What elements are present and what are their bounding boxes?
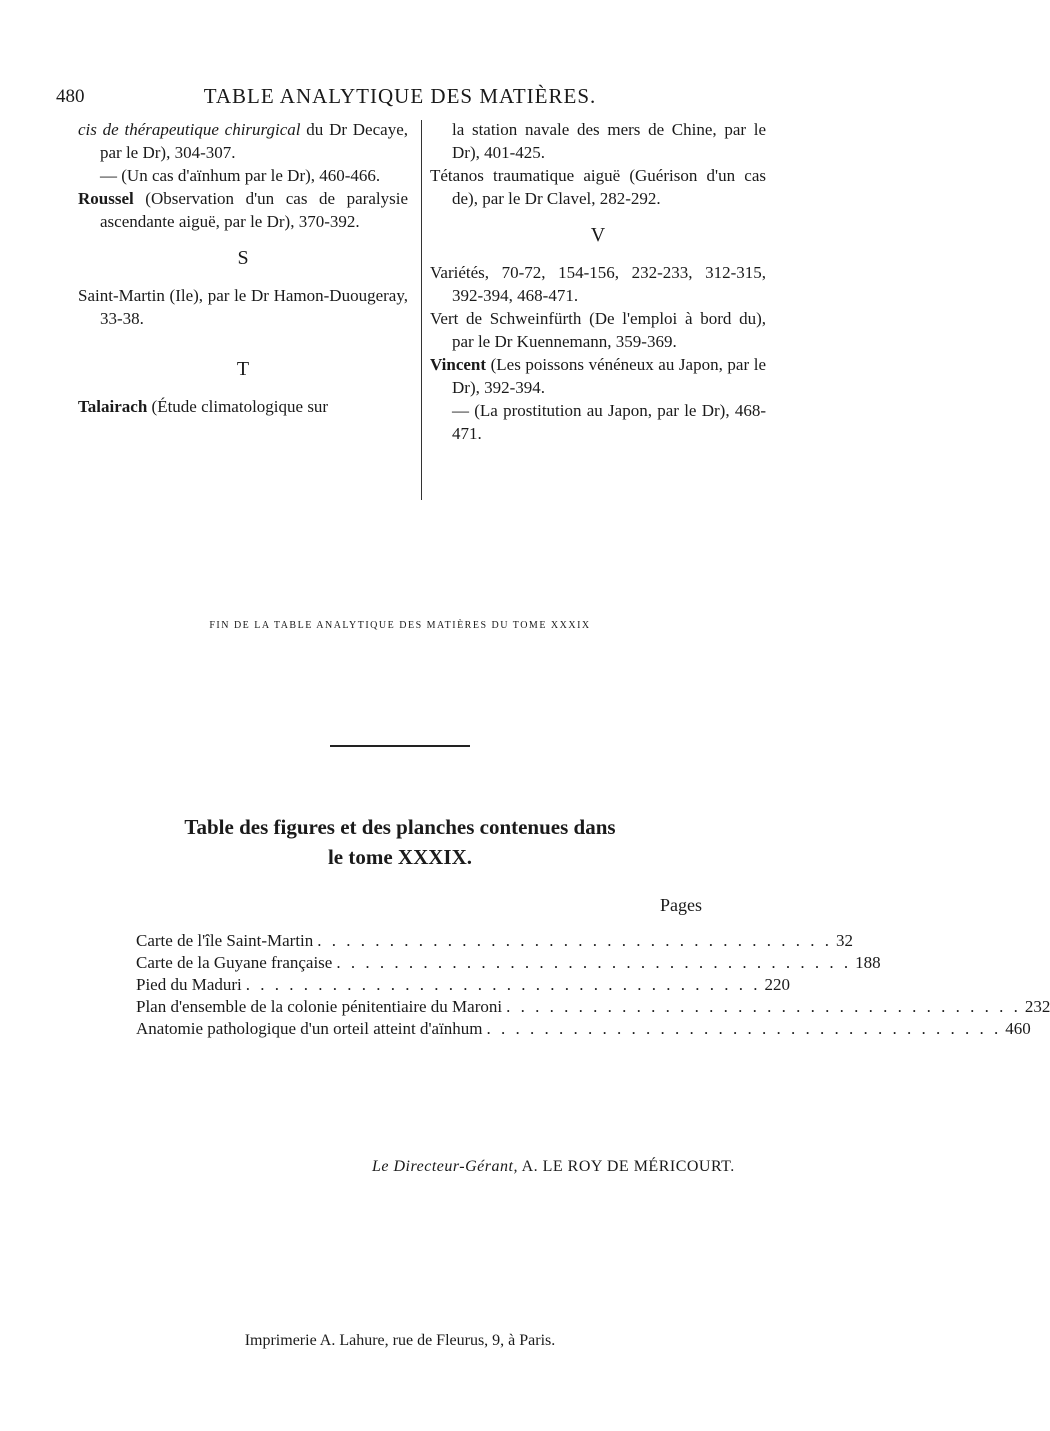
index-entry — [78, 187, 408, 233]
entry-name: Talairach — [78, 397, 148, 416]
signature-name: A. LE ROY DE MÉRICOURT. — [517, 1158, 735, 1175]
entry-text: (Observation d'un cas de paralysie ascendante aiguë, par le Dr), 370-392. — [100, 189, 408, 231]
figure-row — [136, 952, 881, 974]
section-letter-s: S — [237, 247, 249, 269]
dot-leader: . . . . . . . . . . . . . . . . . . . . . . . . . . . . . . . . . . . . — [506, 997, 1021, 1016]
index-entry: Variétés, 70-72, 154-156, 232-233, 312-315, 392-394, 468-471. — [430, 263, 766, 305]
figure-page: 460 — [1005, 1019, 1031, 1038]
index-entry — [78, 118, 408, 164]
index-entry: Tétanos traumatique aiguë (Guérison d'un cas de), par le Dr Clavel, 282-292. — [430, 166, 766, 208]
figure-label: Anatomie pathologique d'un orteil atteint d'aïnhum — [136, 1019, 483, 1038]
figure-label: Carte de la Guyane française — [136, 953, 333, 972]
section-letter-v: V — [590, 224, 606, 246]
entry-name: Vincent — [430, 355, 487, 374]
director-signature — [372, 1158, 735, 1176]
running-title: TABLE ANALYTIQUE DES MATIÈRES. — [203, 84, 597, 108]
index-entry — [430, 353, 766, 399]
end-of-index-line: FIN DE LA TABLE ANALYTIQUE DES MATIÈRES DU TOME XXXIX — [209, 620, 591, 631]
title-line: Table des figures et des planches contenues dans — [184, 815, 616, 839]
pages-column-header: Pages — [660, 895, 702, 915]
figures-list — [136, 930, 1050, 1040]
section-letter-t: T — [236, 358, 250, 380]
signature-title: Le Directeur-Gérant, — [372, 1158, 518, 1175]
dot-leader: . . . . . . . . . . . . . . . . . . . . . . . . . . . . . . . . . . . . — [317, 931, 833, 950]
figure-page: 232 — [1024, 997, 1050, 1016]
figure-label: Carte de l'île Saint-Martin — [136, 931, 314, 950]
entry-text: (Les poissons vénéneux au Japon, par le Dr), 392-394. — [452, 355, 766, 397]
index-entry: Saint-Martin (Ile), par le Dr Hamon-Duougeray, 33-38. — [78, 286, 408, 328]
figure-page: 220 — [764, 975, 791, 994]
figure-row — [136, 930, 854, 952]
printer-imprint: Imprimerie A. Lahure, rue de Fleurus, 9, à Paris. — [244, 1332, 556, 1349]
index-subentry: — (Un cas d'aïnhum par le Dr), 460-466. — [100, 166, 381, 185]
dot-leader: . . . . . . . . . . . . . . . . . . . . . . . . . . . . . . . . . . . . — [336, 953, 852, 972]
index-entry — [78, 395, 408, 418]
figure-row — [136, 1018, 1031, 1040]
figure-label: Plan d'ensemble de la colonie pénitentiaire du Maroni — [136, 997, 503, 1016]
title-line: le tome XXXIX. — [327, 845, 473, 869]
entry-italic-text: cis de thérapeutique chirurgical — [78, 120, 301, 139]
entry-text: (Étude climatologique sur — [147, 397, 329, 416]
index-entry-continued: la station navale des mers de Chine, par le Dr), 401-425. — [452, 120, 766, 162]
horizontal-rule — [330, 745, 470, 747]
entry-text: du Dr Decaye, par le Dr), 304-307. — [100, 120, 408, 162]
index-entry: Vert de Schweinfürth (De l'emploi à bord du), par le Dr Kuennemann, 359-369. — [430, 309, 766, 351]
figure-row — [136, 996, 1050, 1018]
column-divider — [421, 120, 422, 500]
page-number: 480 — [56, 86, 85, 107]
figure-label: Pied du Maduri — [136, 975, 242, 994]
index-subentry: — (La prostitution au Japon, par le Dr), 468-471. — [452, 401, 766, 443]
figure-page: 188 — [855, 953, 881, 972]
index-column-left — [78, 118, 408, 418]
index-column-right — [430, 118, 766, 445]
figure-row — [136, 974, 791, 996]
dot-leader: . . . . . . . . . . . . . . . . . . . . . . . . . . . . . . . . . . . . — [245, 975, 761, 994]
figures-table-title — [0, 812, 800, 872]
entry-name: Roussel — [78, 189, 134, 208]
figure-page: 32 — [836, 931, 854, 950]
dot-leader: . . . . . . . . . . . . . . . . . . . . . . . . . . . . . . . . . . . . — [486, 1019, 1002, 1038]
